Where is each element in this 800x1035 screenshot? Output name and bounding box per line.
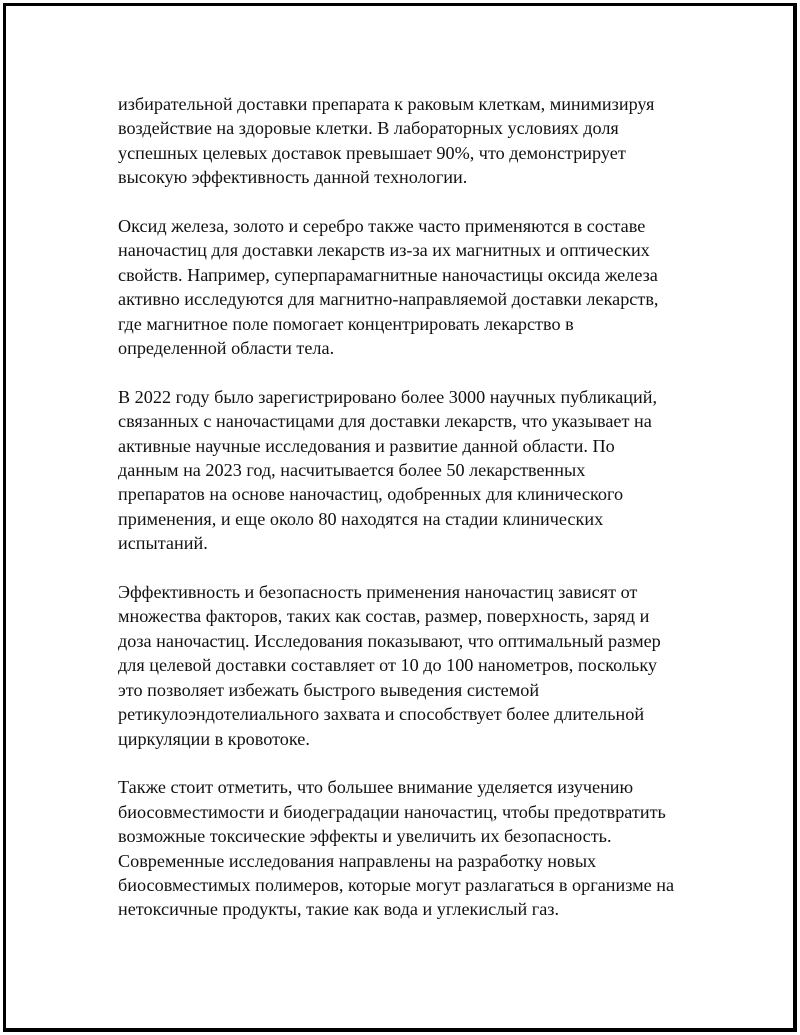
paragraph-1 [118,92,698,190]
text-line: доза наночастиц. Исследования показывают, что оптимальный размер [118,630,661,651]
paragraph-5 [118,775,698,921]
text-line: препаратов на основе наночастиц, одобренных для клинического [118,484,624,505]
text-line: Эффективность и безопасность применения наночастиц зависят от [118,582,638,603]
text-line: применения, и еще около 80 находятся на стадии клинических [118,508,604,529]
text-line: связанных с наночастицами для доставки лекарств, что указывает на [118,411,652,432]
paragraph-3 [118,385,698,556]
text-line: множества факторов, таких как состав, размер, поверхность, заряд и [118,606,650,627]
text-line: это позволяет избежать быстрого выведения системой [118,679,540,700]
text-line: испытаний. [118,533,208,554]
text-line: Также стоит отметить, что большее внимание уделяется изучению [118,777,634,798]
text-line: нетоксичные продукты, такие как вода и углекислый газ. [118,899,560,920]
text-line: В 2022 году было зарегистрировано более 3000 научных публикаций, [118,386,658,407]
paragraph-4 [118,580,698,751]
text-line: определенной области тела. [118,338,335,359]
text-line: для целевой доставки составляет от 10 до 100 нанометров, поскольку [118,655,658,676]
text-line: избирательной доставки препарата к раковым клеткам, минимизируя [118,94,655,114]
document-body [118,92,698,946]
text-line: Оксид железа, золото и серебро также часто применяются в составе [118,216,646,237]
text-line: возможные токсические эффекты и увеличить их безопасность. [118,826,612,847]
text-line: наночастиц для доставки лекарств из-за их магнитных и оптических [118,240,650,261]
text-line: биосовместимых полимеров, которые могут разлагаться в организме на [118,874,675,895]
text-line: свойств. Например, суперпарамагнитные наночастицы оксида железа [118,264,658,285]
text-line: активно исследуются для магнитно-направляемой доставки лекарств, [118,289,659,310]
text-line: успешных целевых доставок превышает 90%, что демонстрирует [118,142,626,163]
text-line: воздействие на здоровые клетки. В лабораторных условиях доля [118,118,619,139]
paragraph-2 [118,214,698,360]
text-line: где магнитное поле помогает концентрировать лекарство в [118,313,574,334]
text-line: данным на 2023 год, насчитывается более 50 лекарственных [118,460,586,481]
text-line: активные научные исследования и развитие данной области. По [118,435,615,456]
text-line: ретикулоэндотелиального захвата и способствует более длительной [118,704,645,725]
text-line: высокую эффективность данной технологии. [118,167,468,188]
text-line: Современные исследования направлены на разработку новых [118,850,597,871]
text-line: циркуляции в кровотоке. [118,728,310,749]
text-line: биосовместимости и биодеградации наночастиц, чтобы предотвратить [118,801,666,822]
